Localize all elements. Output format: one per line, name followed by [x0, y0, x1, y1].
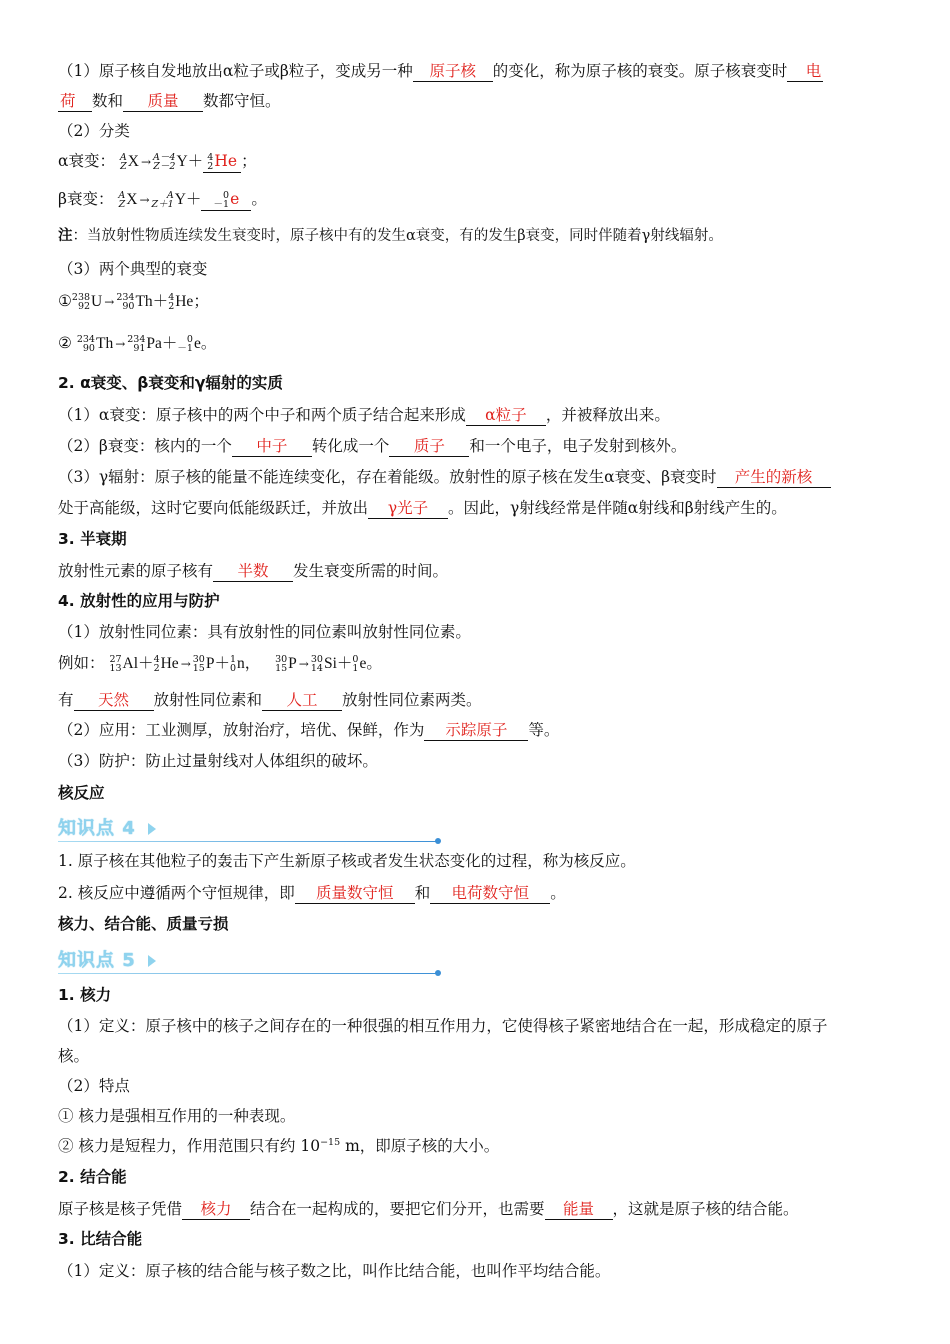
decay-example-1: ① 238 92 U → 234 90 Th＋ 4 2 He； [58, 291, 209, 313]
conservation-laws: 2. 核反应中遵循两个守恒规律，即 质量数守恒 和 电荷数守恒 。 [58, 884, 566, 902]
heading-nuclear-force: 1. 核力 [58, 986, 112, 1004]
nuclide-x: A Z X [119, 151, 139, 173]
isotope-types: 有 天然 放射性同位素和 人工 放射性同位素两类。 [58, 691, 482, 709]
heading-decay-essence: 2. α衰变、β衰变和γ辐射的实质 [58, 374, 283, 392]
answer-gamma-photon: γ光子 [368, 499, 448, 519]
answer-electron: 0 －1 e [201, 190, 251, 211]
alpha-essence: （1）α衰变：原子核中的两个中子和两个质子结合起来形成 α粒子 ，并被释放出来。 [58, 406, 670, 424]
beta-essence: （2）β衰变：核内的一个 中子 转化成一个 质子 和一个电子，电子发射到核外。 [58, 437, 687, 455]
answer-nuclear-force: 核力 [182, 1200, 250, 1220]
answer-nucleus: 原子核 [413, 62, 493, 82]
dot-icon [435, 838, 441, 844]
answer-natural: 天然 [74, 691, 154, 711]
answer-new-nucleus: 产生的新核 [717, 468, 831, 488]
nuclear-force-definition-cont: 核。 [58, 1047, 90, 1065]
answer-charge-part1: 电 [787, 62, 823, 82]
nuclear-force-feature-2: ② 核力是短程力，作用范围只有约 $10^{-15}$ m，即原子核的大小。 [58, 1137, 500, 1156]
specific-binding-energy-definition: （1）定义：原子核的结合能与核子数之比，叫作比结合能，也叫作平均结合能。 [58, 1262, 611, 1280]
heading-specific-binding-energy: 3. 比结合能 [58, 1230, 143, 1248]
answer-half: 半数 [213, 562, 293, 582]
beta-decay-equation: β衰变： A Z X → A Z＋1 Y＋ 0 －1 e 。 [58, 189, 267, 211]
gamma-essence-line2: 处于高能级，这时它要向低能级跃迁，并放出 γ光子 。因此，γ射线经常是伴随α射线和β射线产生的。 [58, 499, 787, 517]
arrow-icon: → [140, 155, 152, 169]
binding-energy-definition: 原子核是核子凭借 核力 结合在一起构成的，要把它们分开，也需要 能量 ，这就是原子核的结合能。 [58, 1200, 799, 1218]
heading-binding-energy: 2. 结合能 [58, 1168, 127, 1186]
alpha-decay-equation: α衰变： A Z X → A－4 Z－2 Y＋ 4 2 He ； [58, 151, 257, 173]
half-life-definition: 放射性元素的原子核有 半数 发生衰变所需的时间。 [58, 562, 449, 580]
triangle-icon [148, 823, 156, 835]
answer-energy: 能量 [545, 1200, 613, 1220]
nuclear-reaction-definition: 1. 原子核在其他粒子的轰击下产生新原子核或者发生状态变化的过程，称为核反应。 [58, 852, 636, 870]
answer-proton: 质子 [389, 437, 469, 457]
decay-example-2: ② 234 90 Th → 234 91 Pa＋ 0 －1 e。 [58, 333, 217, 355]
decay-definition-line2: 荷 数和 质量 数都守恒。 [60, 92, 281, 110]
heading-radioactivity-use: 4. 放射性的应用与防护 [58, 592, 220, 610]
decay-definition-line1: （1）原子核自发地放出α粒子或β粒子，变成另一种 原子核 的变化，称为原子核的衰变。原子核衰变时 电 [58, 62, 822, 80]
arrow-icon: → [104, 295, 115, 309]
arrow-icon: → [139, 193, 150, 207]
isotope-applications: （2）应用：工业测厚，放射治疗，培优、保鲜，作为 示踪原子 等。 [58, 721, 560, 739]
note: 注：当放射性物质连续发生衰变时，原子核中有的发生α衰变，有的发生β衰变，同时伴随着γ射线辐射。 [58, 228, 723, 244]
triangle-icon [148, 955, 156, 967]
nuclide-y: A－4 Z－2 [153, 151, 176, 173]
answer-mass-number-conservation: 质量数守恒 [295, 884, 415, 904]
section-nuclear-reaction: 核反应 [58, 784, 105, 802]
gamma-essence-line1: （3）γ辐射：原子核的能量不能连续变化，存在着能级。放射性的原子核在发生α衰变、β衰变时 产生的新核 [58, 468, 892, 488]
nuclear-force-features-heading: （2）特点 [58, 1077, 130, 1095]
heading-half-life: 3. 半衰期 [58, 530, 127, 548]
answer-alpha-particle: α粒子 [466, 406, 546, 426]
answer-charge-number-conservation: 电荷数守恒 [430, 884, 550, 904]
dot-icon [435, 970, 441, 976]
arrow-icon: → [115, 337, 126, 351]
answer-mass: 质量 [123, 92, 203, 112]
arrow-icon: → [180, 657, 191, 671]
nuclear-force-feature-1: ① 核力是强相互作用的一种表现。 [58, 1107, 296, 1125]
section-nuclear-force: 核力、结合能、质量亏损 [58, 915, 229, 933]
nuclide-x: A Z X [118, 189, 138, 211]
nuclear-force-definition: （1）定义：原子核中的核子之间存在的一种很强的相互作用力，它使得核子紧密地结合在一起，形成稳定的原子 [58, 1017, 828, 1035]
answer-helium: 4 2 He [203, 152, 241, 173]
answer-neutron: 中子 [232, 437, 312, 457]
nuclide-y: A Z＋1 [151, 189, 174, 211]
isotope-definition: （1）放射性同位素：具有放射性的同位素叫放射性同位素。 [58, 623, 471, 641]
typical-decays-heading: （3）两个典型的衰变 [58, 260, 208, 278]
knowledge-point-4-banner: 知识点 4 [58, 818, 438, 842]
knowledge-point-5-banner: 知识点 5 [58, 950, 438, 974]
classification-heading: （2）分类 [58, 122, 130, 140]
answer-charge-part2: 荷 [58, 92, 92, 112]
radiation-protection: （3）防护：防止过量射线对人体组织的破坏。 [58, 752, 378, 770]
isotope-example: 例如： 27 13 Al＋ 4 2 He → 30 15 P＋ 1 0 n， 30 15 P → 30 14 Si＋ 0 1 e。 [58, 653, 382, 675]
answer-tracer-atom: 示踪原子 [424, 721, 528, 741]
arrow-icon: → [298, 657, 309, 671]
answer-artificial: 人工 [262, 691, 342, 711]
